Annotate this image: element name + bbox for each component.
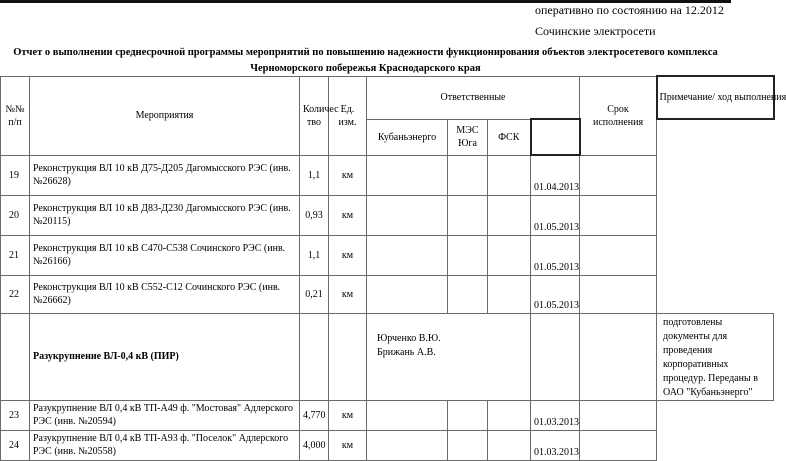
row-qty: 1,1 <box>300 155 329 195</box>
row-kuban <box>367 195 448 235</box>
row-fsk <box>488 430 531 460</box>
header-responsible: Ответственные <box>367 76 580 119</box>
row-mes <box>448 195 488 235</box>
table-row <box>1 275 774 313</box>
row-note <box>580 430 657 460</box>
row-qty: 0,21 <box>300 275 329 313</box>
row-mes <box>448 235 488 275</box>
row-activity: Реконструкция ВЛ 10 кВ Д75-Д205 Дагомысского РЭС (инв. №26628) <box>30 155 300 195</box>
row-note <box>580 275 657 313</box>
row-num: 21 <box>1 235 30 275</box>
row-activity: Разукрупнение ВЛ 0,4 кВ ТП-А49 ф. "Мостовая" Адлерского РЭС (инв. №20594) <box>30 400 300 430</box>
row-kuban <box>367 235 448 275</box>
header-kuban: Кубаньэнерго <box>367 119 448 155</box>
section-responsible <box>367 313 531 400</box>
row-unit: км <box>329 275 367 313</box>
row-num: 19 <box>1 155 30 195</box>
row-num: 24 <box>1 430 30 460</box>
header-row-1 <box>1 76 774 119</box>
section-num <box>1 313 30 400</box>
row-mes <box>448 275 488 313</box>
header-deadline: Срок исполнения <box>580 76 657 155</box>
row-qty: 4,770 <box>300 400 329 430</box>
header-fsk: ФСК <box>488 119 531 155</box>
header-qty: Количес тво <box>300 76 329 155</box>
row-fsk <box>488 400 531 430</box>
header-activity: Мероприятия <box>30 76 300 155</box>
row-deadline: 01.03.2013 <box>531 430 580 460</box>
responsible-person-1: Юрченко В.Ю. <box>377 332 441 344</box>
header-mes: МЭС Юга <box>448 119 488 155</box>
section-row <box>1 313 774 400</box>
row-num: 20 <box>1 195 30 235</box>
row-qty: 4,000 <box>300 430 329 460</box>
row-unit: км <box>329 400 367 430</box>
header-note-blank <box>531 119 580 155</box>
report-table-container <box>0 75 786 458</box>
row-deadline: 01.05.2013 <box>531 275 580 313</box>
row-num: 23 <box>1 400 30 430</box>
header-num: №№ п/п <box>1 76 30 155</box>
report-table <box>0 75 786 461</box>
header-note: Примечание/ ход выполнения <box>657 76 774 119</box>
row-kuban <box>367 430 448 460</box>
table-row <box>1 430 774 460</box>
section-title: Разукрупнение ВЛ-0,4 кВ (ПИР) <box>30 313 300 400</box>
responsible-person-2: Брижань А.В. <box>377 346 436 358</box>
table-row <box>1 155 774 195</box>
row-num: 22 <box>1 275 30 313</box>
table-row <box>1 400 774 430</box>
report-title-line-2: Черноморского побережья Краснодарского края <box>250 63 481 74</box>
row-mes <box>448 430 488 460</box>
status-date-line: оперативно по состоянию на 12.2012 <box>535 3 724 17</box>
row-unit: км <box>329 235 367 275</box>
section-fsk <box>531 313 580 400</box>
row-fsk <box>488 275 531 313</box>
row-fsk <box>488 155 531 195</box>
table-row <box>1 195 774 235</box>
row-activity: Реконструкция ВЛ 10 кВ С470-С538 Сочинского РЭС (инв. №26166) <box>30 235 300 275</box>
row-deadline: 01.05.2013 <box>531 195 580 235</box>
row-unit: км <box>329 155 367 195</box>
row-note <box>580 235 657 275</box>
row-deadline: 01.04.2013 <box>531 155 580 195</box>
row-kuban <box>367 400 448 430</box>
table-row <box>1 235 774 275</box>
row-unit: км <box>329 430 367 460</box>
row-deadline: 01.05.2013 <box>531 235 580 275</box>
header-unit: Ед. изм. <box>329 76 367 155</box>
row-note <box>580 195 657 235</box>
row-mes <box>448 155 488 195</box>
row-note <box>580 400 657 430</box>
row-mes <box>448 400 488 430</box>
report-title <box>0 45 731 77</box>
row-qty: 1,1 <box>300 235 329 275</box>
report-title-line-1: Отчет о выполнении среднесрочной программы мероприятий по повышению надежности функционирования объектов электросетевого комплекса <box>13 47 718 58</box>
row-activity: Разукрупнение ВЛ 0,4 кВ ТП-А93 ф. "Поселок" Адлерского РЭС (инв. №20558) <box>30 430 300 460</box>
row-qty: 0,93 <box>300 195 329 235</box>
row-fsk <box>488 235 531 275</box>
section-note: подготовлены документы для проведения корпоративных процедур. Переданы в ОАО "Кубаньэнерго" <box>657 313 774 400</box>
row-fsk <box>488 195 531 235</box>
section-deadline <box>580 313 657 400</box>
row-activity: Реконструкция ВЛ 10 кВ С552-С12 Сочинского РЭС (инв. №26662) <box>30 275 300 313</box>
section-unit <box>329 313 367 400</box>
row-kuban <box>367 155 448 195</box>
section-qty <box>300 313 329 400</box>
row-deadline: 01.03.2013 <box>531 400 580 430</box>
row-activity: Реконструкция ВЛ 10 кВ Д83-Д230 Дагомысского РЭС (инв. №20115) <box>30 195 300 235</box>
row-kuban <box>367 275 448 313</box>
row-note <box>580 155 657 195</box>
organization-name: Сочинские электросети <box>535 24 656 38</box>
row-unit: км <box>329 195 367 235</box>
